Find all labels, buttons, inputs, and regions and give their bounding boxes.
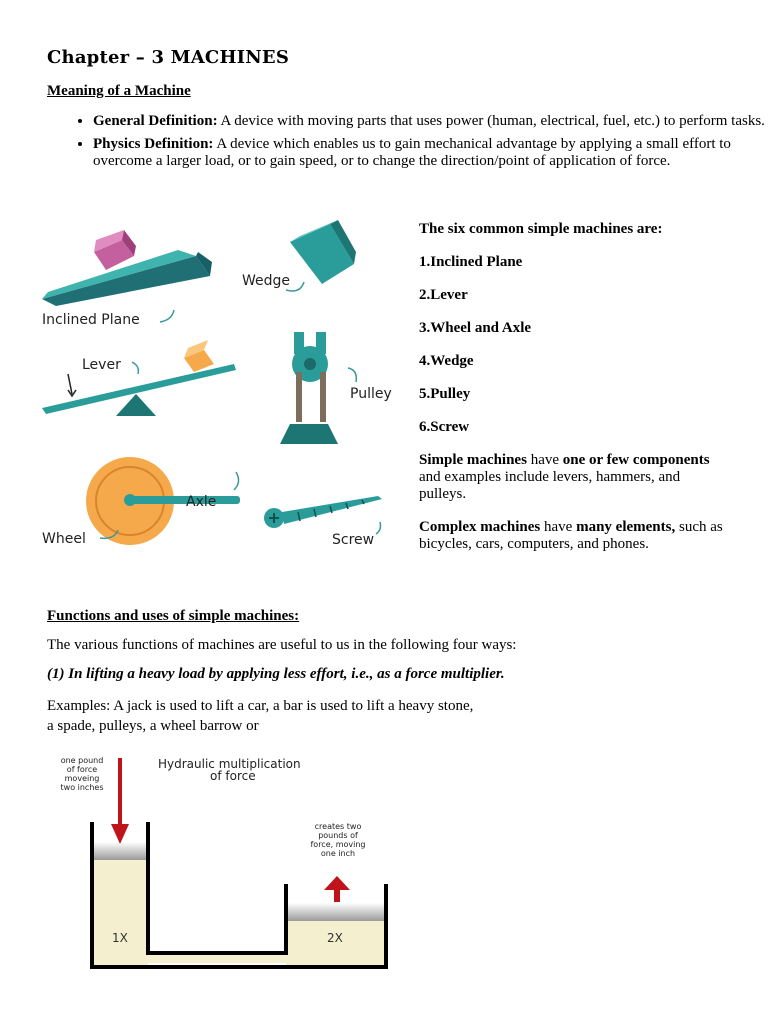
inclined-plane-label: Inclined Plane [42,312,140,328]
left-note-line: moveing [64,774,100,783]
right-note-line: creates two [314,822,362,831]
definition-term: Physics Definition: [93,136,214,152]
machine-item: 2.Lever [419,287,468,303]
screw-label: Screw [332,532,375,548]
wedge-figure [290,220,356,284]
simple-machines-text: and examples include levers, hammers, and pulleys. [419,469,681,502]
definition-text: A device which enables us to gain mechanical advantage by applying a small effort to overcome a larger load, or to gain speed, or to change the direction/point of application of force. [93,136,731,169]
down-arrow [111,824,129,844]
wedge-label: Wedge [242,273,291,289]
simple-machines-paragraph [419,452,729,503]
machine-item: 4.Wedge [419,353,474,369]
right-piston [286,903,386,921]
left-piston [92,842,148,860]
chapter-title: Chapter – 3 MACHINES [47,47,290,68]
functions-intro: The various functions of machines are useful to us in the following four ways: [47,637,517,653]
up-arrow [324,876,350,890]
complex-machines-paragraph [419,519,729,553]
machine-item: 6.Screw [419,419,470,435]
hydraulic-title-line2: of force [210,769,256,783]
inclined-plane-figure [42,230,212,306]
left-chamber-label: 1X [112,931,128,945]
hydraulic-title: Hydraulic multiplication [158,757,301,771]
six-machines-column [419,221,729,569]
lever-label: Lever [82,357,121,373]
definitions-list [47,113,768,176]
lever-figure [42,340,236,416]
meaning-heading: Meaning of a Machine [47,83,191,99]
machine-item: 5.Pulley [419,386,471,402]
simple-machines-term: Simple machines [419,452,527,468]
definition-text: A device with moving parts that uses power (human, electrical, fuel, etc.) to perform tasks. [220,113,765,129]
simple-machines-text: have [526,452,563,468]
definition-general [93,113,768,130]
right-note-line: one inch [320,849,356,858]
complex-machines-text: have [540,519,577,535]
axle-label: Axle [186,494,217,510]
right-note-line: pounds of [318,831,358,840]
examples-text: Examples: A jack is used to lift a car, a bar is used to lift a heavy stone, a spade, pulleys, a wheel barrow or [47,698,474,734]
right-note-line: force, moving [310,840,366,849]
screw-figure [264,496,382,528]
simple-machines-illustration [38,212,400,552]
pulley-label: Pulley [350,386,392,402]
left-note-line: two inches [60,783,104,792]
complex-machines-emphasis: many elements, [576,519,676,535]
six-machines-heading: The six common simple machines are: [419,221,663,237]
pulley-figure [280,332,338,444]
left-note-line: one pound [60,756,104,765]
complex-machines-text: such as bicycles, cars, computers, and phones. [419,519,723,552]
left-note-line: of force [66,765,98,774]
machine-item: 1.Inclined Plane [419,254,523,270]
right-chamber-label: 2X [327,931,343,945]
machine-item: 3.Wheel and Axle [419,320,532,336]
complex-machines-term: Complex machines [419,519,541,535]
wheel-label: Wheel [42,531,86,547]
definition-physics [93,136,768,170]
definition-term: General Definition: [93,113,218,129]
wheel-axle-figure [86,457,240,545]
hydraulic-diagram [48,748,398,978]
functions-heading: Functions and uses of simple machines: [47,608,300,624]
function-point-1: (1) In lifting a heavy load by applying less effort, i.e., as a force multiplier. [47,666,505,682]
simple-machines-emphasis: one or few components [562,452,710,468]
